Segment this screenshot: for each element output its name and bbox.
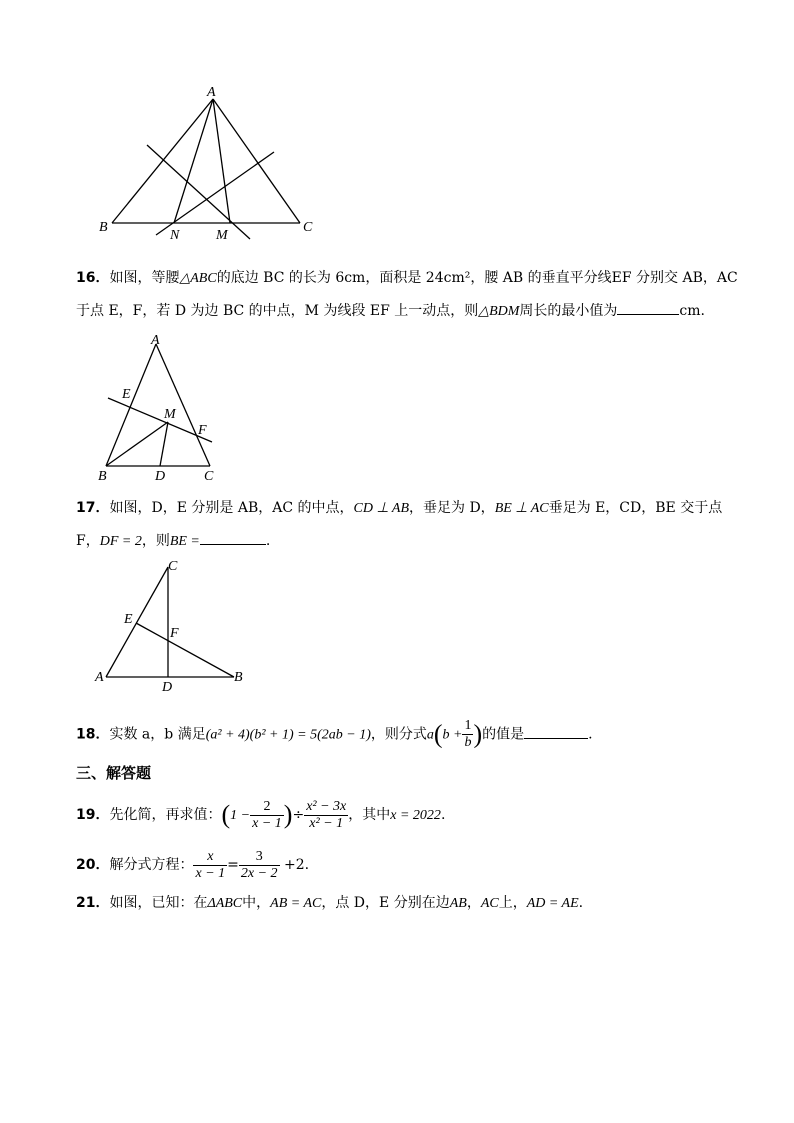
q16-text2b: 周长的最小值为	[519, 303, 618, 319]
q18-text3: 的值是	[482, 726, 525, 743]
q21-text5: 上，	[498, 895, 527, 911]
q20-f1-denominator: x − 1	[195, 865, 226, 881]
q19-text2: ，其中	[348, 807, 391, 823]
q17-cond3: DF = 2	[99, 534, 142, 549]
q20-f1-numerator: x	[193, 849, 227, 866]
figure-triangle-abc-nm	[90, 85, 330, 245]
q19-number: 19．	[76, 807, 110, 823]
segment-an	[174, 99, 213, 223]
label-f: F	[198, 423, 207, 438]
q19-f2-denominator: x² − 1	[309, 815, 344, 831]
label-c: C	[168, 559, 178, 574]
q17-text2a: F，	[76, 533, 100, 549]
q16-line1	[76, 268, 738, 289]
q19-line	[76, 798, 445, 833]
segment-am	[213, 99, 230, 223]
q18-frac-denominator: b	[464, 735, 472, 750]
line-through-m	[147, 145, 250, 239]
q18-expr-a: a	[426, 727, 434, 743]
q18-paren-right: )	[473, 719, 483, 749]
q19-one-minus: 1 −	[230, 808, 251, 823]
q20-equals: =	[227, 857, 239, 873]
q21-cond1: AB = AC	[270, 896, 322, 911]
q18-text2: ，则分式	[370, 726, 427, 743]
q19-fraction2	[304, 799, 348, 832]
segment-ab	[112, 99, 213, 223]
q21-text1: 如图，已知：在	[109, 895, 208, 911]
segment-ac	[106, 567, 168, 677]
q17-text2b: ，则	[141, 533, 170, 549]
label-b: B	[99, 220, 108, 235]
q21-cond2: AD = AE	[526, 896, 579, 911]
label-e: E	[124, 612, 133, 627]
q18-paren-left: (	[433, 719, 443, 749]
q16-text1: 如图，等腰	[109, 270, 180, 286]
q21-text4: ，	[466, 895, 481, 911]
q17-line2	[76, 530, 270, 552]
q17-text1b: ，垂足为 D，	[409, 500, 495, 516]
q20-f2-denominator: 2x − 2	[240, 865, 278, 881]
q17-end: .	[265, 533, 271, 549]
q17-number: 17．	[76, 500, 110, 516]
label-d: D	[155, 469, 166, 484]
q18-answer-blank[interactable]	[524, 724, 588, 739]
q17-ask: BE =	[169, 534, 200, 549]
q16-triangle: △ABC	[179, 271, 217, 286]
figure-triangle-cd-be	[90, 555, 260, 695]
q19-paren-left: (	[221, 800, 231, 829]
label-a: A	[95, 670, 104, 685]
q16-triangle2: △BDM	[478, 304, 520, 319]
q16-line2	[76, 300, 705, 322]
q21-side-ac: AC	[480, 896, 499, 911]
label-m: M	[216, 228, 228, 243]
line-ef	[108, 398, 212, 442]
q19-end: .	[440, 807, 446, 823]
q18-number: 18．	[76, 726, 110, 743]
segment-ac	[213, 99, 300, 223]
q18-expr-b: b +	[442, 727, 463, 743]
q16-answer-blank[interactable]	[617, 300, 679, 315]
q19-f1-denominator: x − 1	[252, 815, 282, 831]
q21-text2: 中，	[242, 895, 271, 911]
q20-line	[76, 848, 309, 882]
section-heading: 三、解答题	[76, 764, 152, 782]
q19-fraction1	[250, 799, 284, 832]
q20-fraction2	[239, 849, 280, 882]
q20-text1: 解分式方程：	[109, 857, 194, 873]
figure-triangle-efm	[90, 330, 230, 490]
q18-line	[76, 718, 593, 751]
q17-cond1: CD ⊥ AB	[353, 501, 409, 516]
label-m: M	[164, 407, 176, 422]
segment-md	[160, 422, 168, 466]
segment-ac	[156, 344, 210, 466]
q16-unit: cm.	[679, 303, 705, 319]
q19-divide: ÷	[292, 807, 305, 823]
q19-paren-right: )	[283, 800, 293, 829]
q21-end: .	[578, 895, 584, 911]
q21-number: 21．	[76, 895, 110, 911]
q17-line1	[76, 498, 722, 519]
q19-text1: 先化简，再求值：	[109, 807, 222, 823]
q17-text1a: 如图，D，E 分别是 AB，AC 的中点，	[109, 500, 354, 516]
q21-triangle: ΔABC	[207, 896, 243, 911]
q17-cond2: BE ⊥ AC	[494, 501, 549, 516]
q17-text1c: 垂足为 E，CD，BE 交于点	[548, 500, 723, 516]
segment-be	[136, 623, 234, 677]
q18-fraction	[462, 718, 473, 751]
q20-number: 20．	[76, 857, 110, 873]
q19-f2-numerator: x² − 3x	[306, 798, 347, 814]
q16-text2: 于点 E，F，若 D 为边 BC 的中点，M 为线段 EF 上一动点，则	[76, 303, 479, 319]
q21-side-ab: AB	[449, 896, 467, 911]
label-a: A	[151, 333, 160, 348]
q18-frac-numerator: 1	[464, 718, 472, 733]
label-f: F	[170, 626, 179, 641]
q18-text1: 实数 a，b 满足	[109, 726, 206, 743]
label-c: C	[204, 469, 214, 484]
q18-equation: (a² + 4)(b² + 1) = 5(2ab − 1)	[205, 727, 371, 743]
segment-cb-hidden	[168, 567, 234, 677]
q20-fraction1	[193, 849, 227, 882]
label-b: B	[98, 469, 107, 484]
label-c: C	[303, 220, 313, 235]
label-b: B	[234, 670, 243, 685]
label-a: A	[207, 85, 216, 100]
q18-end: .	[588, 726, 593, 743]
q19-f1-numerator: 2	[250, 799, 284, 816]
q16-number: 16．	[76, 270, 110, 286]
q16-text1b: 的底边 BC 的长为 6cm，面积是 24cm²，腰 AB 的垂直平分线EF 分别交 AB，AC	[216, 270, 738, 286]
q19-condition: x = 2022	[390, 808, 441, 823]
label-d: D	[162, 680, 173, 695]
label-e: E	[122, 387, 131, 402]
q21-line	[76, 893, 583, 914]
q17-answer-blank[interactable]	[200, 530, 266, 545]
q21-text3: ，点 D，E 分别在边	[321, 895, 450, 911]
q20-f2-numerator: 3	[239, 849, 280, 866]
q20-tail: +2.	[284, 857, 310, 873]
label-n: N	[170, 228, 180, 243]
